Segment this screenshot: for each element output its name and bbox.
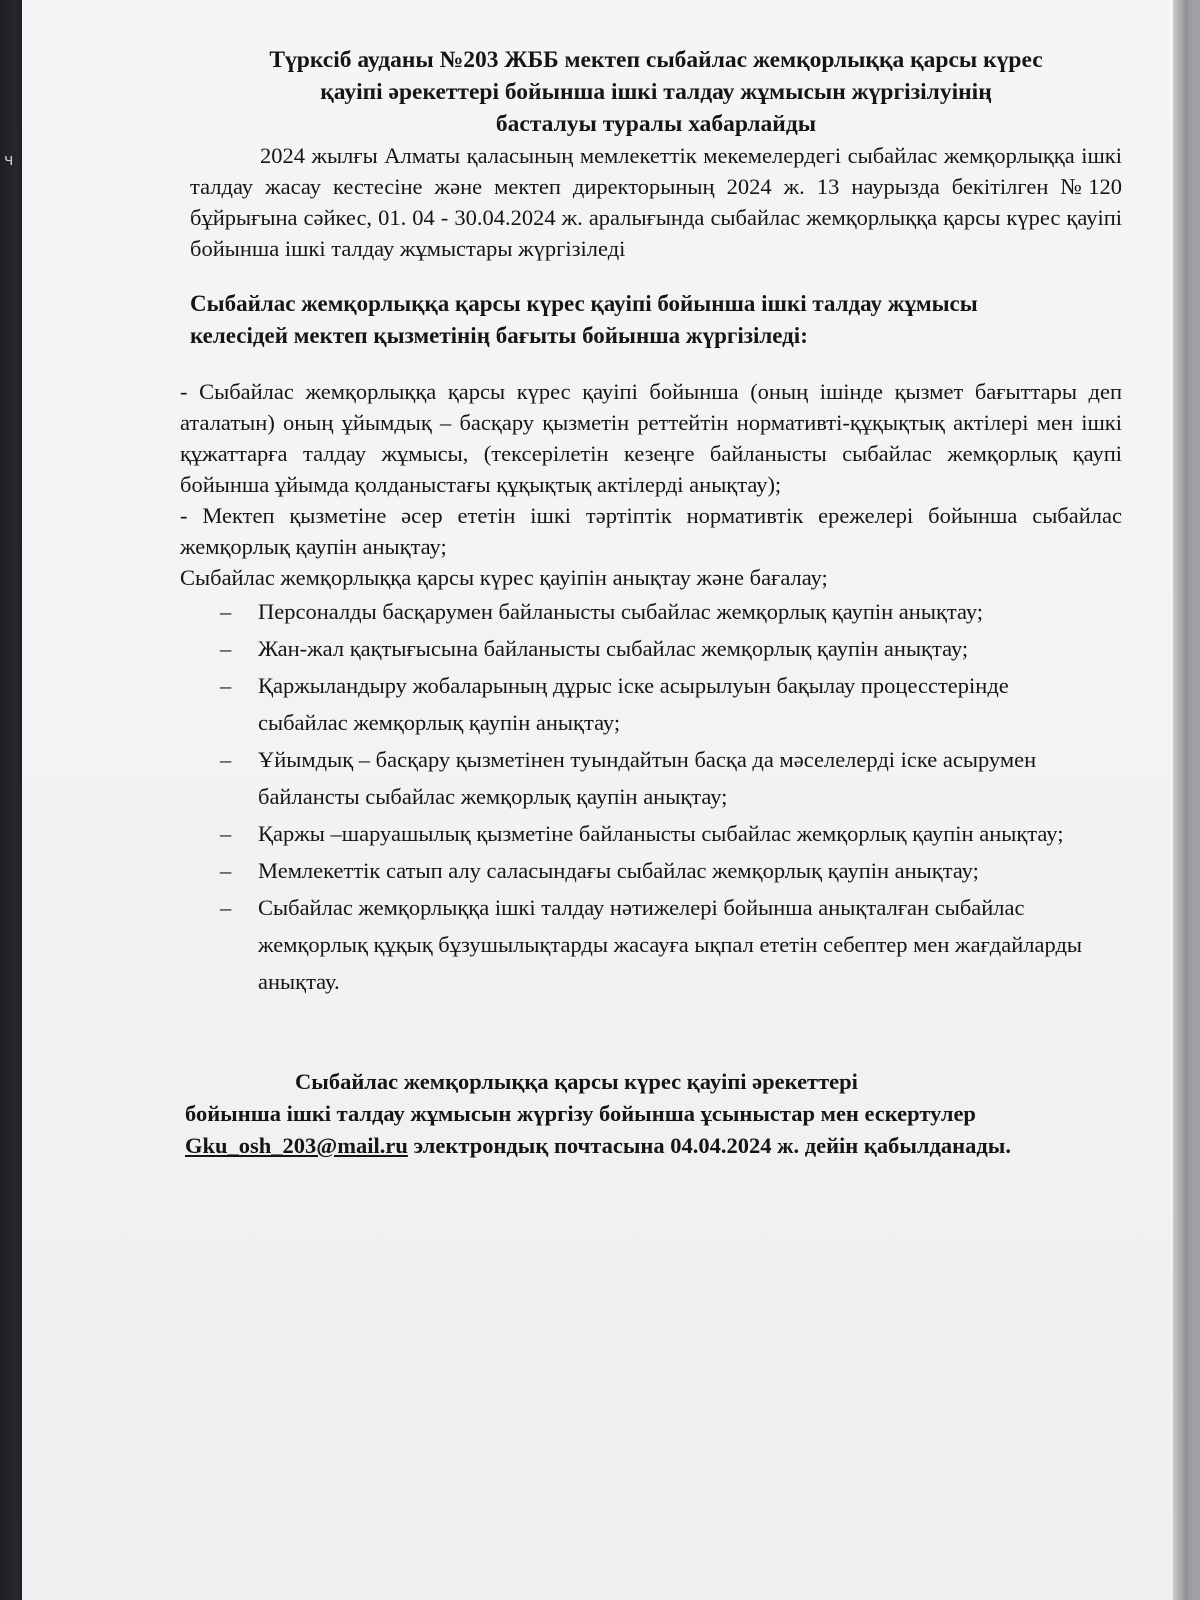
edge-character: ч (4, 150, 14, 169)
list-item (220, 667, 1090, 741)
dash-marker: – (220, 673, 232, 698)
list-item-text: Персоналды басқарумен байланысты сыбайлас жемқорлық қаупін анықтау; (258, 599, 984, 624)
intro-paragraph: 2024 жылғы Алматы қаласының мемлекеттік мекемелердегі сыбайлас жемқорлыққа ішкі талдау жасау кестесіне және мектеп директорының 2024 ж. 13 наурызда бекітілген №120 бұйрығына сәйкес, 01. 04 - 30.04.2024 ж. аралығында сыбайлас жемқорлыққа қарсы күрес қауіпі бойынша ішкі талдау жұмыстары жүргізіледі (190, 143, 1122, 261)
submission-note-text-after: электрондық почтасына 04.04.2024 ж. дейін қабылданады. (407, 1133, 1011, 1158)
list-item-text: Ұйымдық – басқару қызметінен туындайтын басқа да мәселелерді іске асырумен байланcты сыбайлас жемқорлық қаупін анықтау; (258, 747, 1037, 809)
dash-marker: – (220, 858, 232, 883)
document-title (190, 44, 1122, 140)
list-item (220, 741, 1090, 815)
list-item-text: Қаржыландыру жобаларының дұрыс іске асырылуын бақылау процесстерінде сыбайлас жемқорлық қаупін анықтау; (258, 673, 1009, 735)
directions-paragraphs (180, 376, 1122, 562)
list-item (220, 852, 1090, 889)
list-item (220, 593, 1090, 630)
list-item-text: Сыбайлас жемқорлыққа ішкі талдау нәтижелері бойынша анықталған сыбайлас жемқорлық құқық бұзушылықтарды жасауға ықпал ететін себептер мен жағдайларды анықтау. (258, 895, 1083, 994)
list-item (220, 815, 1090, 852)
assessment-intro: Сыбайлас жемқорлыққа қарсы күрес қауіпін анықтау және бағалау; (180, 565, 828, 590)
dash-marker: – (220, 636, 232, 661)
document-body (150, 44, 1122, 1162)
dash-marker: – (220, 599, 232, 624)
submission-note-line-1: Сыбайлас жемқорлыққа қарсы күрес қауіпі әрекеттері (295, 1069, 858, 1094)
paper-edge-shadow (1173, 0, 1187, 1600)
email-link[interactable]: Gku_osh_203@mail.ru (185, 1133, 408, 1158)
submission-note (185, 1066, 1122, 1162)
direction-paragraph-2: - Мектеп қызметіне әсер ететін ішкі тәртіптік нормативтік ережелері бойынша сыбайлас жемқорлық қаупін анықтау; (180, 503, 1122, 559)
list-item-text: Мемлекеттік сатып алу саласындағы сыбайлас жемқорлық қаупін анықтау; (258, 858, 979, 883)
list-item (220, 630, 1090, 667)
submission-note-text-before: бойынша ішкі талдау жұмысын жүргізу бойынша ұсыныстар мен ескертулер (185, 1101, 976, 1126)
direction-paragraph-1: - Сыбайлас жемқорлыққа қарсы күрес қауіпі бойынша (оның ішінде қызмет бағыттары деп аталатын) оның ұйымдық – басқару қызметін реттейтін нормативті-құқықтық актілері мен ішкі құжаттарға талдау жұмысы, (тексерілетін кезеңге байланысты сыбайлас жемқорлық қаупі бойынша ұйымда қолданыстағы құқықтық актілерді анықтау); (180, 379, 1122, 497)
dash-marker: – (220, 747, 232, 772)
dash-marker: – (220, 895, 232, 920)
list-item-text: Жан-жал қақтығысына байланысты сыбайлас жемқорлық қаупін анықтау; (258, 636, 969, 661)
section-heading: Сыбайлас жемқорлыққа қарсы күрес қауіпі бойынша ішкі талдау жұмысы келесідей мектеп қызметінің бағыты бойынша жүргізіледі: (190, 291, 978, 348)
risk-list (150, 593, 1090, 1000)
dash-marker: – (220, 821, 232, 846)
title-line-2: қауіпі әрекеттері бойынша ішкі талдау жұмысын жүргізілуінің (320, 79, 992, 105)
title-line-3: басталуы туралы хабарлайды (495, 111, 817, 137)
list-item-text: Қаржы –шаруашылық қызметіне байланысты сыбайлас жемқорлық қаупін анықтау; (258, 821, 1064, 846)
title-line-1: Түрксіб ауданы №203 ЖББ мектеп сыбайлас жемқорлыққа қарсы күрес (269, 47, 1043, 73)
list-item (220, 889, 1090, 1000)
